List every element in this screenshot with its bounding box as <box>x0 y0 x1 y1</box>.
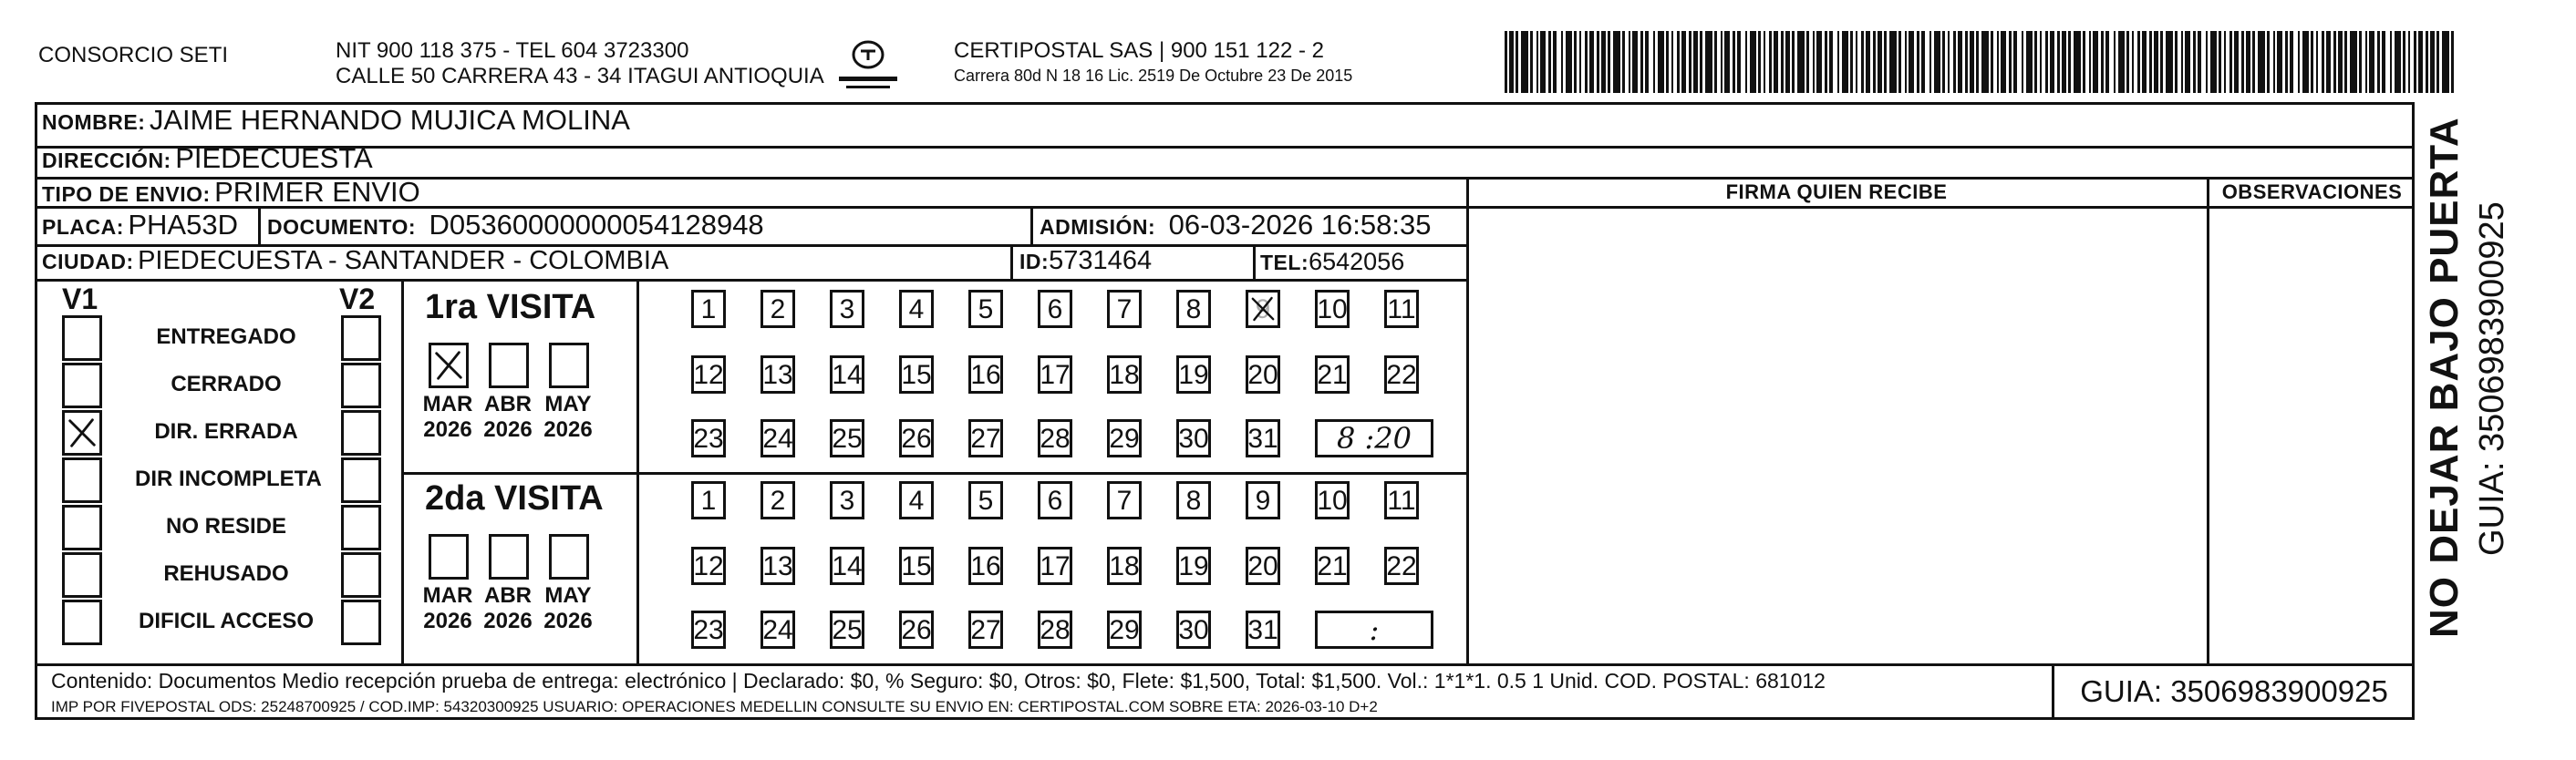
day-number: 5 <box>978 294 994 324</box>
day-number: 6 <box>1047 294 1063 324</box>
status-option-label: DIR. ERRADA <box>154 419 298 444</box>
day-number: 31 <box>1247 424 1278 454</box>
day-number: 7 <box>1116 486 1133 516</box>
second-visit-month-label <box>416 583 480 634</box>
first-visit-day-box[interactable] <box>760 419 795 457</box>
day-number: 25 <box>832 615 863 645</box>
month-year: 2026 <box>423 609 472 633</box>
day-number: 24 <box>762 424 793 454</box>
first-visit-day-box[interactable] <box>1038 355 1072 394</box>
second-visit-day-box[interactable] <box>1038 547 1072 585</box>
v2-checkbox[interactable] <box>341 363 381 408</box>
day-number: 4 <box>908 486 925 516</box>
day-number: 30 <box>1178 615 1209 645</box>
first-visit-month-label <box>536 392 600 443</box>
first-visit-day-box[interactable] <box>1384 355 1419 394</box>
day-number: 22 <box>1386 360 1417 390</box>
status-option-label: DIR INCOMPLETA <box>135 467 322 491</box>
contenido-line: Contenido: Documentos Medio recepción prueba de entrega: electrónico | Declarado: $0, % Seguro: $0, Otros: $0, Flete: $1,500, Total: $1,500. Vol.: 1*1*1. 0.5 1 Unid. COD. POSTAL: 681012 <box>51 669 1826 693</box>
month-name: MAR <box>422 392 473 416</box>
first-visit-day-box[interactable] <box>1038 419 1072 457</box>
nombre-label: NOMBRE: <box>42 110 146 134</box>
first-visit-day-box[interactable] <box>968 290 1003 328</box>
day-number: 12 <box>693 360 724 390</box>
admision-label: ADMISIÓN: <box>1040 215 1156 239</box>
day-number: 19 <box>1178 360 1209 390</box>
signature-area[interactable] <box>1470 210 2205 662</box>
day-number: 14 <box>832 551 863 581</box>
second-visit-day-box[interactable] <box>968 547 1003 585</box>
day-number: 13 <box>762 551 793 581</box>
day-number: 1 <box>700 294 717 324</box>
day-number: 29 <box>1109 615 1140 645</box>
v1-checkbox[interactable] <box>62 457 102 503</box>
id-row <box>1019 246 1152 276</box>
second-visit-day-box[interactable] <box>1107 481 1142 519</box>
month-year: 2026 <box>543 417 593 442</box>
second-visit-day-box[interactable] <box>691 547 726 585</box>
day-number: 25 <box>832 424 863 454</box>
day-number: 21 <box>1317 360 1348 390</box>
tel-label: TEL: <box>1260 251 1309 274</box>
first-visit-day-box[interactable] <box>899 419 934 457</box>
day-number: 31 <box>1247 615 1278 645</box>
second-visit-month-checkbox[interactable] <box>429 534 469 580</box>
month-year: 2026 <box>543 609 593 633</box>
month-year: 2026 <box>483 609 533 633</box>
first-visit-day-box[interactable] <box>1315 290 1350 328</box>
day-number: 1 <box>700 486 717 516</box>
month-year: 2026 <box>423 417 472 442</box>
second-visit-day-box[interactable] <box>830 481 864 519</box>
second-visit-day-box[interactable] <box>899 481 934 519</box>
day-number: 19 <box>1178 551 1209 581</box>
v2-checkbox[interactable] <box>341 457 381 503</box>
admision-value: 06-03-2026 16:58:35 <box>1168 209 1432 241</box>
side-guia: GUIA: 3506983900925 <box>2473 201 2511 556</box>
day-number: 26 <box>901 424 932 454</box>
documento-label: DOCUMENTO: <box>267 215 417 239</box>
documento-value: D05360000000054128948 <box>429 209 764 241</box>
first-visit-day-box[interactable] <box>1107 419 1142 457</box>
day-number: 23 <box>693 615 724 645</box>
first-visit-day-box[interactable] <box>1246 419 1280 457</box>
v2-checkbox[interactable] <box>341 505 381 550</box>
first-visit-day-box[interactable] <box>830 419 864 457</box>
second-visit-day-box[interactable] <box>968 611 1003 649</box>
admision-row <box>1040 209 1431 241</box>
month-name: MAY <box>544 583 592 608</box>
first-visit-day-box[interactable] <box>1038 290 1072 328</box>
day-number: 15 <box>901 360 932 390</box>
second-visit-day-box[interactable] <box>1107 611 1142 649</box>
v2-checkbox[interactable] <box>341 552 381 598</box>
tel-value: 6542056 <box>1309 248 1405 275</box>
nombre-value: JAIME HERNANDO MUJICA MOLINA <box>149 104 630 136</box>
second-visit-day-box[interactable] <box>1246 611 1280 649</box>
v2-checkbox[interactable] <box>341 600 381 645</box>
v1-checkbox[interactable] <box>62 315 102 361</box>
first-visit-day-box[interactable] <box>691 290 726 328</box>
second-visit-day-box[interactable] <box>1038 611 1072 649</box>
first-visit-day-box[interactable] <box>830 290 864 328</box>
second-visit-day-box[interactable] <box>1384 547 1419 585</box>
footer-guia: GUIA: 3506983900925 <box>2080 674 2388 708</box>
first-visit-day-box[interactable] <box>968 419 1003 457</box>
day-number: 17 <box>1040 360 1071 390</box>
id-value: 5731464 <box>1049 246 1153 275</box>
first-visit-day-box[interactable] <box>1176 290 1211 328</box>
day-number: 2 <box>770 486 786 516</box>
license-line: Carrera 80d N 18 16 Lic. 2519 De Octubre 23 De 2015 <box>954 67 1353 85</box>
v1-checkbox[interactable] <box>62 600 102 645</box>
id-label: ID: <box>1019 250 1050 273</box>
barcode <box>1505 31 2457 93</box>
status-option-label: REHUSADO <box>163 561 289 586</box>
day-number: 10 <box>1317 486 1348 516</box>
first-visit-day-box[interactable] <box>760 290 795 328</box>
first-visit-month-checkbox[interactable] <box>549 343 589 388</box>
second-visit-month-label <box>476 583 540 634</box>
first-visit-month-checkbox[interactable] <box>489 343 529 388</box>
first-visit-day-box[interactable] <box>899 355 934 394</box>
nit-line: NIT 900 118 375 - TEL 604 3723300 <box>336 38 689 63</box>
day-number: 7 <box>1116 294 1133 324</box>
first-visit-month-label <box>416 392 480 443</box>
direccion-value: PIEDECUESTA <box>175 142 373 174</box>
first-visit-day-box[interactable] <box>1176 355 1211 394</box>
day-number: 13 <box>762 360 793 390</box>
tipo-row <box>42 176 420 209</box>
tel-row <box>1260 248 1404 276</box>
day-number: 29 <box>1109 424 1140 454</box>
day-number: 24 <box>762 615 793 645</box>
second-visit-day-box[interactable] <box>760 481 795 519</box>
second-visit-day-box[interactable] <box>1176 481 1211 519</box>
v1-label: V1 <box>62 282 98 315</box>
day-number: 11 <box>1387 486 1416 516</box>
carrier-line: CERTIPOSTAL SAS | 900 151 122 - 2 <box>954 38 1324 63</box>
second-visit-day-box[interactable] <box>1107 547 1142 585</box>
second-visit-month-label <box>536 583 600 634</box>
second-visit-day-box[interactable] <box>1315 547 1350 585</box>
day-number: 20 <box>1247 551 1278 581</box>
second-visit-day-box[interactable] <box>1246 547 1280 585</box>
ciudad-value: PIEDECUESTA - SANTANDER - COLOMBIA <box>138 246 669 275</box>
second-visit-day-box[interactable] <box>1176 547 1211 585</box>
v1-checkbox[interactable] <box>62 363 102 408</box>
day-number: 28 <box>1040 615 1071 645</box>
day-number: 3 <box>839 294 855 324</box>
second-visit-day-box[interactable] <box>1038 481 1072 519</box>
first-visit-day-box[interactable] <box>1246 355 1280 394</box>
second-visit-time-box[interactable]: : <box>1315 611 1433 649</box>
day-number: 14 <box>832 360 863 390</box>
first-visit-day-box[interactable] <box>691 355 726 394</box>
day-number: 15 <box>901 551 932 581</box>
day-number: 10 <box>1317 294 1348 324</box>
day-number: 12 <box>693 551 724 581</box>
second-visit-day-box[interactable] <box>968 481 1003 519</box>
second-visit-title: 2da VISITA <box>425 479 604 518</box>
day-number: 28 <box>1040 424 1071 454</box>
second-visit-day-box[interactable] <box>899 611 934 649</box>
day-number: 5 <box>978 486 994 516</box>
company-info <box>336 38 824 89</box>
first-visit-day-box[interactable] <box>760 355 795 394</box>
day-number: 22 <box>1386 551 1417 581</box>
day-number: 27 <box>970 424 1001 454</box>
second-visit-day-box[interactable] <box>691 611 726 649</box>
direccion-row <box>42 142 373 175</box>
certipostal-logo <box>835 36 901 95</box>
day-number: 6 <box>1047 486 1063 516</box>
day-number: 16 <box>970 551 1001 581</box>
first-visit-day-box[interactable] <box>1107 290 1142 328</box>
tipo-value: PRIMER ENVIO <box>214 176 420 208</box>
day-number: 16 <box>970 360 1001 390</box>
day-number: 11 <box>1387 294 1416 324</box>
status-option-label: DIFICIL ACCESO <box>138 609 314 633</box>
documento-row <box>267 209 764 241</box>
observaciones-header: OBSERVACIONES <box>2221 180 2403 203</box>
day-number: 9 <box>1255 294 1271 324</box>
second-visit-day-box[interactable] <box>1176 611 1211 649</box>
first-visit-day-box[interactable] <box>830 355 864 394</box>
first-visit-day-box[interactable] <box>691 419 726 457</box>
day-number: 23 <box>693 424 724 454</box>
first-visit-month-checkbox[interactable] <box>429 343 469 388</box>
month-name: MAR <box>422 583 473 608</box>
day-number: 27 <box>970 615 1001 645</box>
day-number: 17 <box>1040 551 1071 581</box>
day-number: 18 <box>1109 360 1140 390</box>
second-visit-month-checkbox[interactable] <box>549 534 589 580</box>
second-visit-month-checkbox[interactable] <box>489 534 529 580</box>
day-number: 30 <box>1178 424 1209 454</box>
second-visit-day-box[interactable] <box>1246 481 1280 519</box>
first-visit-day-box[interactable] <box>1315 355 1350 394</box>
first-visit-day-box[interactable] <box>899 290 934 328</box>
first-visit-day-box[interactable] <box>1107 355 1142 394</box>
second-visit-day-box[interactable] <box>691 481 726 519</box>
v2-checkbox[interactable] <box>341 410 381 456</box>
v1-checkbox[interactable] <box>62 552 102 598</box>
second-visit-day-box[interactable] <box>1315 481 1350 519</box>
placa-value: PHA53D <box>128 209 238 241</box>
tipo-label: TIPO DE ENVIO: <box>42 182 211 206</box>
v2-checkbox[interactable] <box>341 315 381 361</box>
first-visit-day-box[interactable] <box>1384 290 1419 328</box>
month-name: ABR <box>484 583 532 608</box>
second-visit-day-box[interactable] <box>1384 481 1419 519</box>
company-name: CONSORCIO SETI <box>38 43 229 67</box>
second-visit-day-box[interactable] <box>899 547 934 585</box>
first-visit-day-box[interactable] <box>968 355 1003 394</box>
first-visit-time-box[interactable]: 8 :20 <box>1315 419 1433 457</box>
day-number: 8 <box>1185 294 1202 324</box>
second-visit-day-box[interactable] <box>830 611 864 649</box>
v2-label: V2 <box>339 282 376 315</box>
address-line: CALLE 50 CARRERA 43 - 34 ITAGUI ANTIOQUIA <box>336 64 824 88</box>
day-number: 3 <box>839 486 855 516</box>
day-number: 26 <box>901 615 932 645</box>
first-visit-day-box[interactable] <box>1246 290 1280 328</box>
month-name: MAY <box>544 392 592 416</box>
second-visit-day-box[interactable] <box>760 547 795 585</box>
day-number: 18 <box>1109 551 1140 581</box>
status-option-label: NO RESIDE <box>165 514 287 539</box>
day-number: 4 <box>908 294 925 324</box>
day-number: 9 <box>1255 486 1271 516</box>
no-dejar-warning: NO DEJAR BAJO PUERTA <box>2422 117 2467 638</box>
observations-area[interactable] <box>2210 210 2413 662</box>
status-option-label: CERRADO <box>171 372 282 396</box>
second-visit-day-box[interactable] <box>830 547 864 585</box>
direccion-label: DIRECCIÓN: <box>42 149 171 172</box>
first-visit-month-label <box>476 392 540 443</box>
month-name: ABR <box>484 392 532 416</box>
nombre-row <box>42 104 630 137</box>
day-number: 2 <box>770 294 786 324</box>
placa-row <box>42 209 238 241</box>
ciudad-row <box>42 246 668 276</box>
day-number: 8 <box>1185 486 1202 516</box>
imp-line: IMP POR FIVEPOSTAL ODS: 25248700925 / COD.IMP: 54320300925 USUARIO: OPERACIONES MEDELLIN CONSULTE SU ENVIO EN: CERTIPOSTAL.COM SOBRE ETA: 2026-03-10 D+2 <box>51 698 1378 715</box>
ciudad-label: CIUDAD: <box>42 250 134 273</box>
v1-checkbox[interactable] <box>62 410 102 456</box>
second-visit-day-box[interactable] <box>760 611 795 649</box>
first-visit-title: 1ra VISITA <box>425 288 596 326</box>
placa-label: PLACA: <box>42 215 124 239</box>
day-number: 20 <box>1247 360 1278 390</box>
month-year: 2026 <box>483 417 533 442</box>
firma-header: FIRMA QUIEN RECIBE <box>1725 180 1948 203</box>
day-number: 21 <box>1317 551 1348 581</box>
status-option-label: ENTREGADO <box>156 324 296 349</box>
first-visit-day-box[interactable] <box>1176 419 1211 457</box>
v1-checkbox[interactable] <box>62 505 102 550</box>
